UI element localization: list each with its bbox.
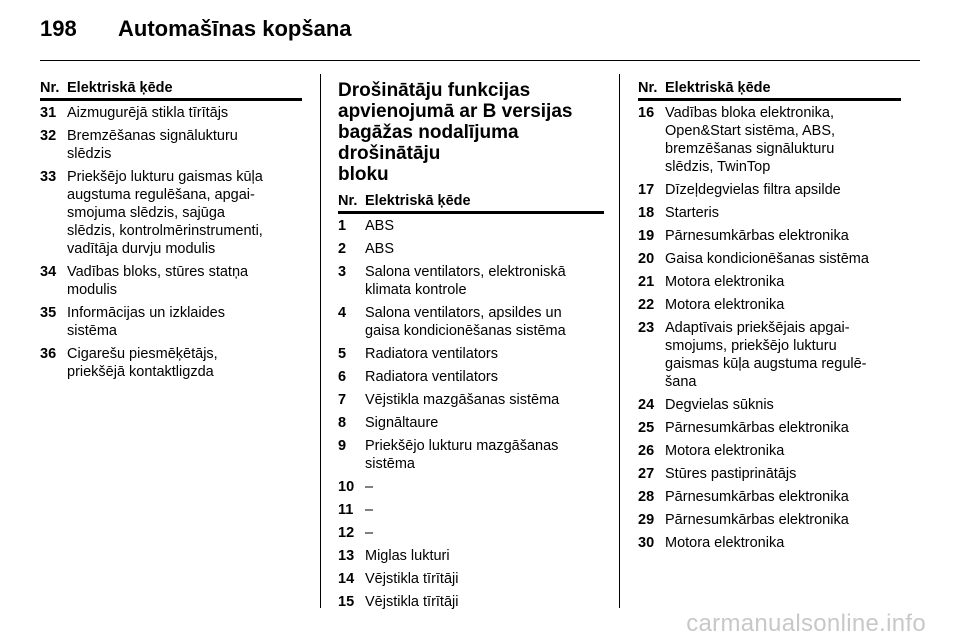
circuit-header: Elektriskā ķēde (365, 193, 471, 209)
fuse-number: 11 (338, 502, 354, 518)
fuse-number: 8 (338, 415, 347, 431)
fuse-number: 3 (338, 264, 347, 280)
fuse-circuit: Dīzeļdegvielas filtra apsilde (665, 182, 841, 198)
fuse-list (40, 104, 302, 381)
fuse-row (638, 227, 901, 245)
fuse-row (638, 419, 901, 437)
fuse-row (338, 368, 604, 386)
fuse-row (338, 547, 604, 565)
fuse-circuit: Stūres pastiprinātājs (665, 466, 797, 482)
fuse-row (338, 478, 604, 496)
fuse-list (638, 104, 901, 552)
fuse-circuit: Pārnesumkārbas elektronika (665, 420, 849, 436)
fuse-row (40, 263, 302, 299)
fuse-number: 19 (638, 228, 655, 244)
fuse-number: 35 (40, 305, 57, 321)
fuse-number: 18 (638, 205, 655, 221)
fuse-number: 4 (338, 305, 347, 321)
fuse-circuit: ABS (365, 218, 395, 234)
fuse-circuit: Pārnesumkārbas elektronika (665, 512, 849, 528)
nr-header: Nr. (40, 80, 60, 96)
fuse-number: 30 (638, 535, 655, 551)
table-header (40, 80, 302, 101)
fuse-number: 22 (638, 297, 655, 313)
fuse-circuit: Salona ventilators, apsildes un gaisa kondicionēšanas sistēma (365, 305, 566, 339)
fuse-circuit: Miglas lukturi (365, 548, 450, 564)
fuse-row (638, 488, 901, 506)
fuse-circuit: Radiatora ventilators (365, 369, 498, 385)
fuse-number: 15 (338, 594, 355, 610)
fuse-row (638, 442, 901, 460)
page-header (40, 16, 920, 48)
fuse-row (338, 263, 604, 299)
fuse-circuit: Adaptīvais priekšējais apgai- smojums, priekšējo lukturu gaismas kūļa augstuma regulē- šana (665, 320, 867, 390)
fuse-row (638, 511, 901, 529)
circuit-header: Elektriskā ķēde (67, 80, 173, 96)
fuse-row (338, 217, 604, 235)
fuse-circuit: Degvielas sūknis (665, 397, 774, 413)
fuse-row (40, 345, 302, 381)
fuse-number: 21 (638, 274, 655, 290)
watermark: carmanualsonline.info (686, 610, 926, 637)
fuse-circuit: Informācijas un izklaides sistēma (67, 305, 225, 339)
fuse-number: 16 (638, 105, 655, 121)
fuse-row (338, 345, 604, 363)
fuse-row (40, 304, 302, 340)
column-3 (638, 80, 901, 557)
fuse-number: 12 (338, 525, 355, 541)
column-divider-1 (320, 74, 321, 608)
fuse-number: 26 (638, 443, 655, 459)
circuit-header: Elektriskā ķēde (665, 80, 771, 96)
fuse-row (40, 127, 302, 163)
fuse-number: 32 (40, 128, 57, 144)
fuse-number: 23 (638, 320, 655, 336)
fuse-circuit: Motora elektronika (665, 535, 785, 551)
fuse-row (638, 396, 901, 414)
fuse-number: 29 (638, 512, 655, 528)
fuse-number: 6 (338, 369, 347, 385)
fuse-circuit: Vējstikla tīrītāji (365, 594, 459, 610)
fuse-row (338, 593, 604, 611)
fuse-circuit: Vadības bloka elektronika, Open&Start sistēma, ABS, bremzēšanas signālukturu slēdzis, TwinTop (665, 105, 836, 175)
fuse-row (638, 250, 901, 268)
fuse-number: 5 (338, 346, 347, 362)
fuse-list (338, 217, 604, 611)
fuse-circuit: Priekšējo lukturu mazgāšanas sistēma (365, 438, 559, 472)
fuse-row (338, 570, 604, 588)
fuse-row (338, 391, 604, 409)
fuse-row (638, 104, 901, 176)
fuse-row (638, 273, 901, 291)
fuse-circuit: Motora elektronika (665, 297, 785, 313)
section-title: Drošinātāju funkcijas apvienojumā ar B versijas bagāžas nodalījuma drošinātāju bloku (338, 80, 573, 185)
fuse-row (338, 501, 604, 519)
fuse-row (338, 240, 604, 258)
fuse-row (338, 437, 604, 473)
fuse-number: 10 (338, 479, 355, 495)
page-number: 198 (40, 16, 77, 41)
fuse-row (40, 104, 302, 122)
fuse-circuit: Aizmugurējā stikla tīrītājs (67, 105, 229, 121)
fuse-number: 28 (638, 489, 655, 505)
table-header (638, 80, 901, 101)
fuse-number: 13 (338, 548, 355, 564)
fuse-row (638, 534, 901, 552)
column-1 (40, 80, 302, 386)
fuse-circuit: ABS (365, 241, 395, 257)
nr-header: Nr. (338, 193, 358, 209)
fuse-circuit: – (365, 502, 374, 518)
fuse-number: 27 (638, 466, 655, 482)
fuse-circuit: Cigarešu piesmēķētājs, priekšējā kontaktligzda (67, 346, 218, 380)
fuse-number: 1 (338, 218, 347, 234)
fuse-circuit: Vējstikla mazgāšanas sistēma (365, 392, 560, 408)
fuse-circuit: Motora elektronika (665, 443, 785, 459)
fuse-number: 31 (40, 105, 57, 121)
fuse-number: 33 (40, 169, 57, 185)
page-title: Automašīnas kopšana (118, 16, 352, 41)
fuse-row (638, 319, 901, 391)
fuse-row (338, 414, 604, 432)
fuse-circuit: Bremzēšanas signālukturu slēdzis (67, 128, 238, 162)
column-2 (338, 80, 604, 616)
fuse-number: 36 (40, 346, 57, 362)
fuse-row (40, 168, 302, 258)
fuse-row (638, 465, 901, 483)
fuse-row (638, 296, 901, 314)
fuse-number: 17 (638, 182, 655, 198)
fuse-circuit: Signāltaure (365, 415, 439, 431)
fuse-circuit: Pārnesumkārbas elektronika (665, 489, 849, 505)
fuse-number: 9 (338, 438, 347, 454)
fuse-circuit: – (365, 479, 374, 495)
fuse-row (638, 181, 901, 199)
table-header (338, 193, 604, 214)
fuse-circuit: Priekšējo lukturu gaismas kūļa augstuma regulēšana, apgai- smojuma slēdzis, sajūga slēdzis, kontrolmērinstrumenti, vadītāja durvju modulis (67, 169, 263, 257)
fuse-circuit: Vadības bloks, stūres statņa modulis (67, 264, 249, 298)
fuse-circuit: Starteris (665, 205, 719, 221)
fuse-circuit: Motora elektronika (665, 274, 785, 290)
fuse-number: 25 (638, 420, 655, 436)
header-rule (40, 60, 920, 61)
fuse-row (638, 204, 901, 222)
column-divider-2 (619, 74, 620, 608)
fuse-circuit: Vējstikla tīrītāji (365, 571, 459, 587)
fuse-number: 34 (40, 264, 57, 280)
fuse-number: 20 (638, 251, 655, 267)
fuse-circuit: – (365, 525, 374, 541)
fuse-circuit: Gaisa kondicionēšanas sistēma (665, 251, 869, 267)
fuse-number: 24 (638, 397, 655, 413)
fuse-number: 7 (338, 392, 347, 408)
nr-header: Nr. (638, 80, 658, 96)
fuse-circuit: Radiatora ventilators (365, 346, 498, 362)
fuse-row (338, 524, 604, 542)
fuse-circuit: Salona ventilators, elektroniskā klimata kontrole (365, 264, 566, 298)
fuse-number: 14 (338, 571, 355, 587)
fuse-number: 2 (338, 241, 347, 257)
fuse-row (338, 304, 604, 340)
fuse-circuit: Pārnesumkārbas elektronika (665, 228, 849, 244)
